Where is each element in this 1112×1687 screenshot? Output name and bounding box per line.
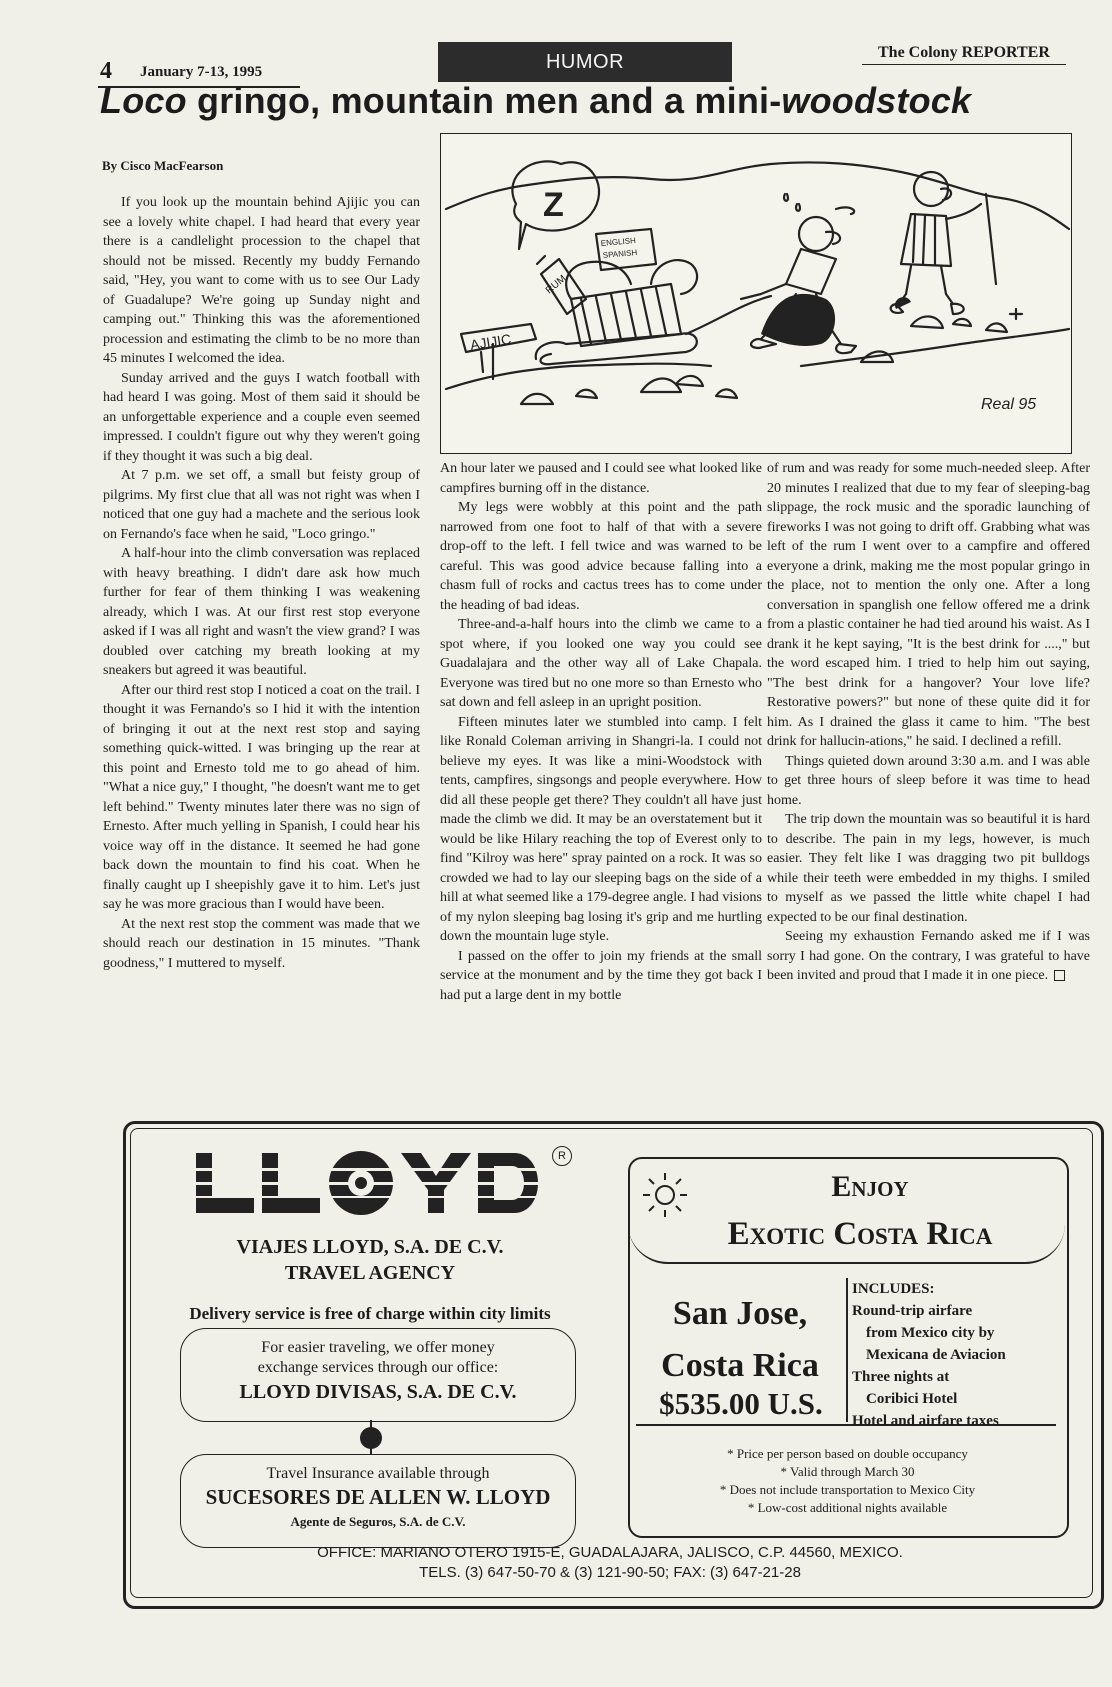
paragraph: The trip down the mountain was so beautiful it is hard to describe. The pain in my legs, however, is much easier. They felt like I was dragging two pit bulldogs while their teeth were embedded in my thighs. I smiled to myself as we passed the little white chapel I had expected to be our final destination. [767, 812, 1090, 925]
fine-print-item: * Does not include transportation to Mexico City [719, 1482, 976, 1497]
includes-item: Three nights at [852, 1369, 950, 1385]
office-info [150, 1543, 1070, 1583]
paragraph: At the next rest stop the comment was made that we should reach our destination in 15 minutes. "Thank goodness," I muttered to myself. [103, 916, 420, 971]
sleep-z-text: Z [543, 186, 564, 224]
includes-item: Mexicana de Aviacion [866, 1347, 1006, 1363]
paragraph: If you look up the mountain behind Ajijic you can see a lovely white chapel. I had heard that every year there is a candlelight procession to the chapel that should not be missed. Recently my buddy Fernando said, "Hey, you want to come with us to see Our Lady of Guadalupe? We're going up Sunday night and camping out." Thinking this was the aforementioned procession and estimating the climb to be no more than 45 minutes I welcomed the idea. [103, 195, 420, 366]
includes-list [852, 1278, 1062, 1432]
destination [642, 1288, 838, 1392]
destination-country: Costa Rica [661, 1347, 819, 1384]
paragraph: At 7 p.m. we set off, a small but feisty group of pilgrims. My first clue that all was not right was when I noticed that one guy had a machete and the serious look on Fernando's face when he said, "Loco gringo." [103, 468, 420, 542]
article-column-2 [440, 459, 762, 1005]
exotic-heading: Exotic Costa Rica [727, 1216, 993, 1252]
insurance-company: SUCESORES DE ALLEN W. LLOYD [205, 1485, 551, 1509]
fine-print-item: * Price per person based on double occupancy [727, 1446, 968, 1461]
paper-name: The Colony REPORTER [878, 44, 1050, 61]
article-column-3 [767, 459, 1090, 986]
headline [100, 80, 971, 122]
exchange-company: LLOYD DIVISAS, S.A. DE C.V. [239, 1381, 517, 1403]
company-name: VIAJES LLOYD, S.A. DE C.V. [236, 1236, 504, 1258]
includes-item: Round-trip airfare [852, 1303, 973, 1319]
delivery-notice: Delivery service is free of charge within city limits [189, 1304, 551, 1323]
office-address: OFFICE: MARIANO OTERO 1915-E, GUADALAJARA, JALISCO, C.P. 44560, MEXICO. [317, 1544, 903, 1561]
lloyd-logo [196, 1148, 546, 1218]
fine-print [640, 1445, 1055, 1517]
exchange-line-1: For easier traveling, we offer money [261, 1339, 495, 1356]
includes-item: from Mexico city by [866, 1325, 995, 1341]
header-rule-right [862, 64, 1066, 65]
exchange-line-2: exchange services through our office: [257, 1359, 499, 1376]
article-column-1 [103, 193, 420, 973]
cartoon-drawing [441, 134, 1071, 453]
rum-label: RUM [543, 273, 569, 297]
sun-icon [640, 1170, 690, 1220]
paragraph: My legs were wobbly at this point and the path narrowed from one foot to half of that with a severe drop-off to the left. I fell twice and was warned to be careful. This was good advice because falling into a chasm full of rocks and cactus trees has to come under the heading of bad ideas. [440, 500, 762, 613]
book-text-english: ENGLISH [600, 235, 637, 248]
paragraph: I passed on the offer to join my friends at the small service at the monument and by the time they got back I had put a large dent in my bottle [440, 948, 762, 1003]
insurance-box [180, 1454, 576, 1548]
artist-signature: Real 95 [981, 396, 1037, 413]
paragraph: Fifteen minutes later we stumbled into camp. I felt like Ronald Coleman arriving in Shangri-la. I could not believe my eyes. It was like a mini-Woodstock with tents, campfires, singsongs and people everywhere. How did all these people get there? They couldn't all have just made the climb we did. It may be an overstatement but it would be like Hilary reaching the top of Everest only to find "Kilroy was here" spray painted on a rock. It was so crowded we had to lay our sleeping bags on the side of a hill at what seemed like a 179-degree angle. I had visions of my nylon sleeping bag losing it's grip and me hurtling down the mountain luge style. [440, 714, 762, 944]
paragraph: A half-hour into the climb conversation was replaced with heavy breathing. I didn't dare ask how much further for fear of them thinking I was weakening already, which I was. At our first rest stop everyone asked if I was all right and wasn't the view grand? I was doubled over catching my breath looking at my sneakers but agreed it was beautiful. [103, 546, 420, 678]
paragraph-text: Seeing my exhaustion Fernando asked me if I was sorry I had gone. On the contrary, I was grateful to have been invited and proud that I made it in one piece. [767, 929, 1090, 983]
book-text-spanish: SPANISH [602, 248, 638, 260]
insurance-line-1: Travel Insurance available through [266, 1465, 490, 1482]
paragraph: Sunday arrived and the guys I watch football with had heard I was going. Most of them said it should be an unforgettable experience and a couple even seemed impressed. I couldn't figure out why they weren't going if they thought it was such a big deal. [103, 370, 420, 464]
includes-item: Coribici Hotel [866, 1391, 958, 1407]
paragraph: of rum and was ready for some much-needed sleep. After 20 minutes I realized that due to my fear of sleeping-bag slippage, the rock music and the sporadic launching of fireworks I was not going to drift off. Grabbing what was left of the rum I went over to a campfire and offered everyone a drink, making me the most popular gringo in the place, not to mention the only one. After a long conversation in spanglish one fellow offered me a drink from a plastic container he had tied around his waist. As I drank it he kept saying, "It is the best drink for ....," but the word escaped him. I tried to help him out saying, "The best drink for a hangover? Your love life? Restorative powers?" but none of these quite did it for him. As I drained the glass it came to him. "The best drink for hallucin-ations," he said. I declined a refill. [767, 461, 1090, 749]
headline-part1: Loco [100, 80, 187, 121]
exchange-box [180, 1328, 576, 1422]
section-label: HUMOR [438, 42, 732, 82]
enjoy-heading: Enjoy [831, 1170, 909, 1203]
insurance-agent: Agente de Seguros, S.A. de C.V. [290, 1514, 466, 1529]
divider-vertical [846, 1278, 848, 1422]
paragraph: Three-and-a-half hours into the climb we came to a spot where, if you looked one way you could see Guadalajara and the other way all of Lake Chapala. Everyone was tired but no one more so than Ernesto who sat down and fell asleep in an upright position. [440, 617, 762, 710]
destination-city: San Jose, [672, 1295, 808, 1332]
headline-part3: woodstock [781, 80, 972, 121]
paragraph: An hour later we paused and I could see what looked like campfires burning off in the distance. [440, 461, 762, 496]
includes-item: Hotel and airfare taxes [852, 1413, 999, 1429]
paragraph: Things quieted down around 3:30 a.m. and I was able to get three hours of sleep before it was time to head home. [767, 753, 1090, 808]
paragraph [767, 927, 1090, 986]
paragraph: After our third rest stop I noticed a coat on the trail. I thought it was Fernando's so I hid it with the intention of bringing it out at the next rest stop and saying something quick-witted. I was bringing up the rear at this point and Ernesto told me to go ahead of him. "What a nice guy," I thought, "he doesn't want me to get left behind." Twenty minutes later there was no sign of Ernesto. After much yelling in Spanish, I could hear his voice way off in the distance. It seemed he had gone back down the mountain to find his coat. When he finally caught up I sheepishly gave it to him. Let's just say he was more gracious than I would have been. [103, 682, 420, 912]
connector-dot [360, 1427, 382, 1449]
package-price: $535.00 U.S. [659, 1386, 823, 1421]
cartoon-illustration [440, 133, 1072, 454]
includes-title: INCLUDES: [852, 1281, 935, 1297]
fine-print-item: * Valid through March 30 [780, 1464, 915, 1479]
headline-part2: gringo, mountain men and a mini- [186, 80, 782, 121]
company-type: TRAVEL AGENCY [284, 1262, 456, 1284]
page-number: 4 [100, 58, 112, 84]
sign-text: AJIJIC [468, 330, 513, 353]
registered-mark: R [552, 1146, 572, 1166]
byline: By Cisco MacFearson [102, 158, 224, 173]
issue-date: January 7-13, 1995 [140, 64, 263, 80]
end-mark [1054, 970, 1065, 981]
fine-print-item: * Low-cost additional nights available [747, 1500, 948, 1515]
office-phones: TELS. (3) 647-50-70 & (3) 121-90-50; FAX: (3) 647-21-28 [419, 1564, 801, 1581]
